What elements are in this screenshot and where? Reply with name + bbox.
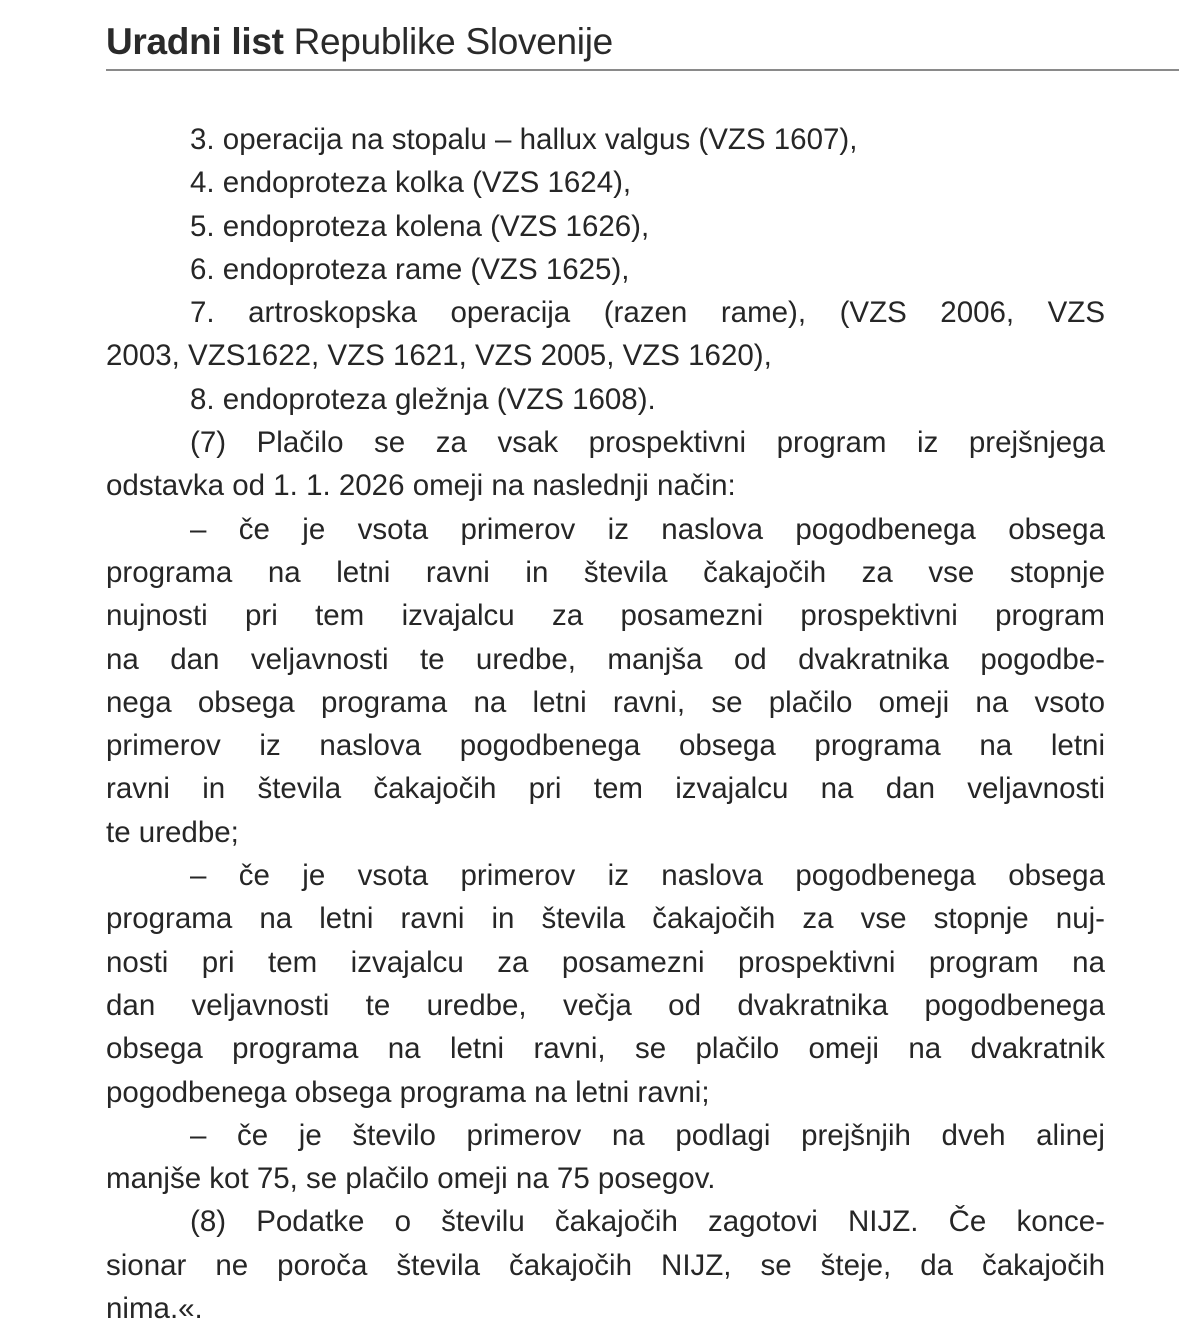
text-line: dan veljavnosti te uredbe, večja od dvakratnika pogodbenega [106,988,1105,1022]
text-line: 8. endoproteza gležnja (VZS 1608). [190,382,656,416]
text-line: programa na letni ravni in števila čakajočih za vse stopnje [106,555,1105,589]
text-line: – če je vsota primerov iz naslova pogodbenega obsega [190,859,1105,893]
header-title-bold: Uradni list [106,21,284,62]
publication-header [106,18,613,66]
text-line: 5. endoproteza kolena (VZS 1626), [190,209,650,243]
text-line: – če je vsota primerov iz naslova pogodbenega obsega [190,512,1105,546]
text-line: nujnosti pri tem izvajalcu za posamezni prospektivni program [106,599,1105,633]
text-line: 4. endoproteza kolka (VZS 1624), [190,166,632,200]
text-line: sionar ne poroča števila čakajočih NIJZ, se šteje, da čakajočih [106,1248,1105,1282]
text-line: manjše kot 75, se plačilo omeji na 75 posegov. [106,1162,716,1196]
text-line: (8) Podatke o številu čakajočih zagotovi NIJZ. Če konce- [190,1205,1105,1239]
text-line: primerov iz naslova pogodbenega obsega programa na letni [106,729,1105,763]
text-line: ravni in števila čakajočih pri tem izvajalcu na dan veljavnosti [106,772,1105,806]
text-line: na dan veljavnosti te uredbe, manjša od dvakratnika pogodbe- [106,642,1105,676]
text-line: nosti pri tem izvajalcu za posamezni prospektivni program na [106,945,1105,979]
text-line: 2003, VZS1622, VZS 1621, VZS 2005, VZS 1620), [106,339,772,373]
header-title-regular: Republike Slovenije [293,21,613,62]
header-divider [106,69,1179,71]
document-body [106,118,1105,1330]
text-line: te uredbe; [106,815,239,849]
text-line: 3. operacija na stopalu – hallux valgus (VZS 1607), [190,123,858,156]
text-line: 6. endoproteza rame (VZS 1625), [190,252,630,286]
text-line: nega obsega programa na letni ravni, se plačilo omeji na vsoto [106,685,1105,719]
text-line: pogodbenega obsega programa na letni ravni; [106,1075,710,1109]
text-line: – če je število primerov na podlagi prejšnjih dveh alinej [190,1118,1105,1152]
text-line: 7. artroskopska operacija (razen rame), (VZS 2006, VZS [190,296,1105,330]
text-line: programa na letni ravni in števila čakajočih za vse stopnje nuj- [106,902,1105,936]
text-line: nima.«. [106,1292,203,1326]
text-line: obsega programa na letni ravni, se plačilo omeji na dvakratnik [106,1032,1105,1066]
text-line: odstavka od 1. 1. 2026 omeji na naslednji način: [106,469,736,503]
text-line: (7) Plačilo se za vsak prospektivni program iz prejšnjega [190,426,1105,460]
